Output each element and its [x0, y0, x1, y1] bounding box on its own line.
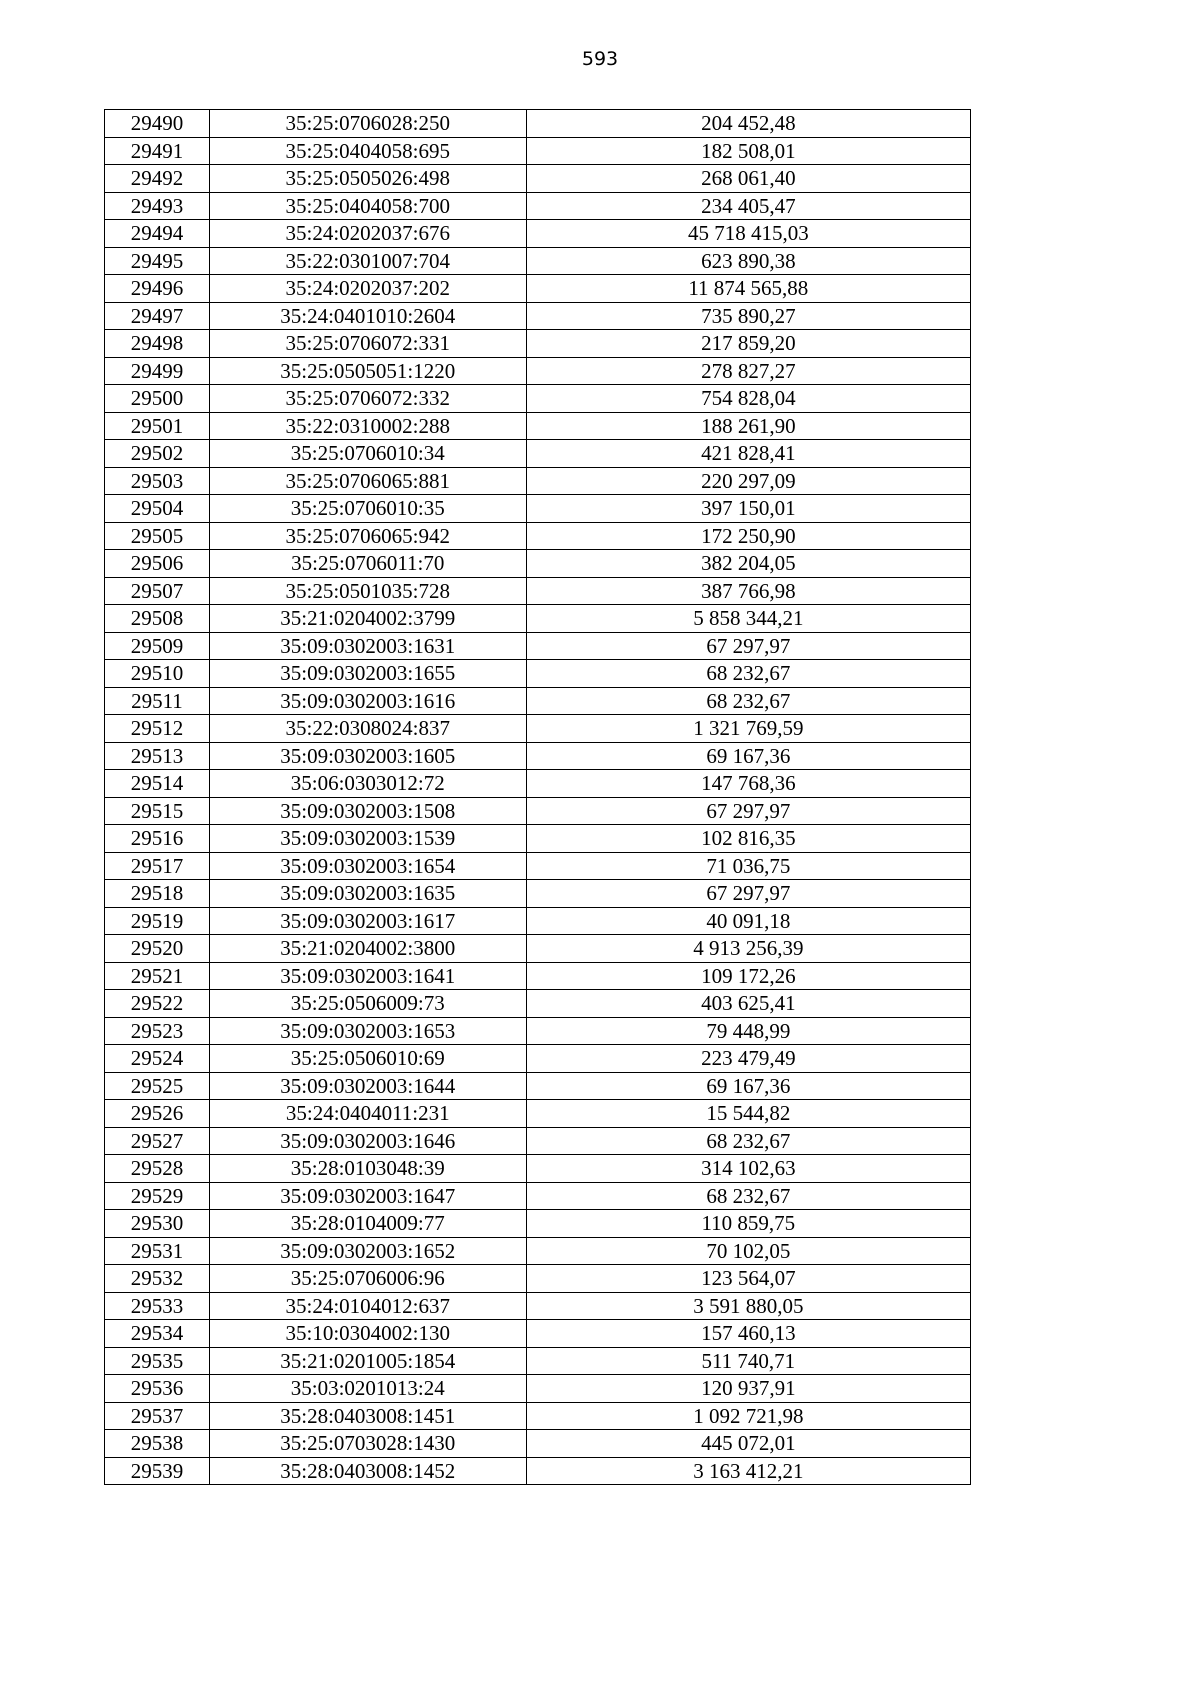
- table-row: [105, 1292, 971, 1320]
- table-row: [105, 302, 971, 330]
- row-number-cell: 29510: [105, 660, 210, 688]
- cadastral-number-cell: 35:09:0302003:1641: [209, 962, 526, 990]
- table-row: [105, 1017, 971, 1045]
- row-number-cell: 29497: [105, 302, 210, 330]
- table-row: [105, 192, 971, 220]
- row-number-cell: 29520: [105, 935, 210, 963]
- cadastral-number-cell: 35:25:0706010:34: [209, 440, 526, 468]
- row-number-cell: 29504: [105, 495, 210, 523]
- cadastral-number-cell: 35:25:0505051:1220: [209, 357, 526, 385]
- table-row: [105, 550, 971, 578]
- cadastral-number-cell: 35:09:0302003:1631: [209, 632, 526, 660]
- cadastral-number-cell: 35:09:0302003:1539: [209, 825, 526, 853]
- cadastral-value-cell: 403 625,41: [526, 990, 970, 1018]
- row-number-cell: 29518: [105, 880, 210, 908]
- cadastral-number-cell: 35:09:0302003:1652: [209, 1237, 526, 1265]
- cadastral-value-cell: 1 092 721,98: [526, 1402, 970, 1430]
- table-row: [105, 715, 971, 743]
- row-number-cell: 29532: [105, 1265, 210, 1293]
- cadastral-number-cell: 35:25:0706072:332: [209, 385, 526, 413]
- row-number-cell: 29534: [105, 1320, 210, 1348]
- row-number-cell: 29515: [105, 797, 210, 825]
- cadastral-value-cell: 120 937,91: [526, 1375, 970, 1403]
- cadastral-value-cell: 3 163 412,21: [526, 1457, 970, 1485]
- cadastral-number-cell: 35:09:0302003:1654: [209, 852, 526, 880]
- row-number-cell: 29511: [105, 687, 210, 715]
- row-number-cell: 29508: [105, 605, 210, 633]
- row-number-cell: 29493: [105, 192, 210, 220]
- row-number-cell: 29522: [105, 990, 210, 1018]
- cadastral-value-cell: 67 297,97: [526, 632, 970, 660]
- cadastral-value-cell: 382 204,05: [526, 550, 970, 578]
- row-number-cell: 29498: [105, 330, 210, 358]
- table-row: [105, 467, 971, 495]
- table-row: [105, 1320, 971, 1348]
- row-number-cell: 29507: [105, 577, 210, 605]
- row-number-cell: 29536: [105, 1375, 210, 1403]
- table-row: [105, 357, 971, 385]
- cadastral-number-cell: 35:25:0506009:73: [209, 990, 526, 1018]
- table-row: [105, 1072, 971, 1100]
- table-row: [105, 330, 971, 358]
- cadastral-number-cell: 35:25:0706065:881: [209, 467, 526, 495]
- cadastral-number-cell: 35:25:0706011:70: [209, 550, 526, 578]
- cadastral-number-cell: 35:25:0706072:331: [209, 330, 526, 358]
- cadastral-value-cell: 68 232,67: [526, 1127, 970, 1155]
- row-number-cell: 29494: [105, 220, 210, 248]
- table-row: [105, 522, 971, 550]
- cadastral-value-cell: 4 913 256,39: [526, 935, 970, 963]
- row-number-cell: 29492: [105, 165, 210, 193]
- row-number-cell: 29517: [105, 852, 210, 880]
- cadastral-value-cell: 67 297,97: [526, 797, 970, 825]
- row-number-cell: 29527: [105, 1127, 210, 1155]
- table-row: [105, 632, 971, 660]
- row-number-cell: 29525: [105, 1072, 210, 1100]
- table-row: [105, 1265, 971, 1293]
- cadastral-number-cell: 35:25:0404058:700: [209, 192, 526, 220]
- cadastral-number-cell: 35:09:0302003:1508: [209, 797, 526, 825]
- table-row: [105, 797, 971, 825]
- table-row: [105, 1457, 971, 1485]
- cadastral-value-cell: 5 858 344,21: [526, 605, 970, 633]
- table-row: [105, 1375, 971, 1403]
- cadastral-value-cell: 421 828,41: [526, 440, 970, 468]
- row-number-cell: 29513: [105, 742, 210, 770]
- table-row: [105, 1155, 971, 1183]
- cadastral-value-cell: 220 297,09: [526, 467, 970, 495]
- cadastral-number-cell: 35:21:0201005:1854: [209, 1347, 526, 1375]
- cadastral-value-cell: 278 827,27: [526, 357, 970, 385]
- cadastral-number-cell: 35:09:0302003:1655: [209, 660, 526, 688]
- row-number-cell: 29505: [105, 522, 210, 550]
- cadastral-number-cell: 35:28:0103048:39: [209, 1155, 526, 1183]
- table-row: [105, 660, 971, 688]
- row-number-cell: 29530: [105, 1210, 210, 1238]
- cadastral-number-cell: 35:21:0204002:3799: [209, 605, 526, 633]
- cadastral-value-cell: 157 460,13: [526, 1320, 970, 1348]
- cadastral-number-cell: 35:22:0308024:837: [209, 715, 526, 743]
- row-number-cell: 29528: [105, 1155, 210, 1183]
- cadastral-value-cell: 397 150,01: [526, 495, 970, 523]
- cadastral-number-cell: 35:06:0303012:72: [209, 770, 526, 798]
- cadastral-value-cell: 3 591 880,05: [526, 1292, 970, 1320]
- row-number-cell: 29500: [105, 385, 210, 413]
- cadastral-number-cell: 35:25:0506010:69: [209, 1045, 526, 1073]
- row-number-cell: 29539: [105, 1457, 210, 1485]
- cadastral-value-cell: 182 508,01: [526, 137, 970, 165]
- row-number-cell: 29495: [105, 247, 210, 275]
- row-number-cell: 29490: [105, 110, 210, 138]
- row-number-cell: 29533: [105, 1292, 210, 1320]
- row-number-cell: 29509: [105, 632, 210, 660]
- table-row: [105, 412, 971, 440]
- cadastral-value-cell: 79 448,99: [526, 1017, 970, 1045]
- row-number-cell: 29524: [105, 1045, 210, 1073]
- table-row: [105, 385, 971, 413]
- table-row: [105, 935, 971, 963]
- row-number-cell: 29501: [105, 412, 210, 440]
- cadastral-value-cell: 387 766,98: [526, 577, 970, 605]
- row-number-cell: 29499: [105, 357, 210, 385]
- table-row: [105, 1430, 971, 1458]
- table-row: [105, 577, 971, 605]
- table-row: [105, 137, 971, 165]
- table-row: [105, 962, 971, 990]
- cadastral-value-cell: 1 321 769,59: [526, 715, 970, 743]
- cadastral-value-cell: 110 859,75: [526, 1210, 970, 1238]
- row-number-cell: 29496: [105, 275, 210, 303]
- cadastral-value-cell: 40 091,18: [526, 907, 970, 935]
- cadastral-number-cell: 35:25:0706065:942: [209, 522, 526, 550]
- row-number-cell: 29521: [105, 962, 210, 990]
- cadastral-number-cell: 35:09:0302003:1647: [209, 1182, 526, 1210]
- cadastral-value-cell: 445 072,01: [526, 1430, 970, 1458]
- cadastral-value-cell: 102 816,35: [526, 825, 970, 853]
- cadastral-number-cell: 35:28:0403008:1452: [209, 1457, 526, 1485]
- row-number-cell: 29537: [105, 1402, 210, 1430]
- cadastral-value-cell: 67 297,97: [526, 880, 970, 908]
- cadastral-value-cell: 754 828,04: [526, 385, 970, 413]
- row-number-cell: 29491: [105, 137, 210, 165]
- table-body: [105, 110, 971, 1485]
- cadastral-value-cell: 123 564,07: [526, 1265, 970, 1293]
- cadastral-value-cell: 68 232,67: [526, 1182, 970, 1210]
- cadastral-value-cell: 15 544,82: [526, 1100, 970, 1128]
- cadastral-value-cell: 314 102,63: [526, 1155, 970, 1183]
- cadastral-value-cell: 188 261,90: [526, 412, 970, 440]
- table-row: [105, 990, 971, 1018]
- row-number-cell: 29523: [105, 1017, 210, 1045]
- table-row: [105, 1182, 971, 1210]
- cadastral-number-cell: 35:09:0302003:1616: [209, 687, 526, 715]
- cadastral-value-cell: 623 890,38: [526, 247, 970, 275]
- cadastral-value-cell: 71 036,75: [526, 852, 970, 880]
- table-row: [105, 165, 971, 193]
- cadastral-value-cell: 735 890,27: [526, 302, 970, 330]
- cadastral-value-cell: 109 172,26: [526, 962, 970, 990]
- row-number-cell: 29514: [105, 770, 210, 798]
- cadastral-number-cell: 35:24:0202037:676: [209, 220, 526, 248]
- table-row: [105, 1127, 971, 1155]
- row-number-cell: 29526: [105, 1100, 210, 1128]
- cadastral-number-cell: 35:10:0304002:130: [209, 1320, 526, 1348]
- cadastral-number-cell: 35:09:0302003:1635: [209, 880, 526, 908]
- cadastral-number-cell: 35:21:0204002:3800: [209, 935, 526, 963]
- cadastral-value-cell: 69 167,36: [526, 1072, 970, 1100]
- cadastral-value-cell: 204 452,48: [526, 110, 970, 138]
- cadastral-number-cell: 35:22:0301007:704: [209, 247, 526, 275]
- table-row: [105, 687, 971, 715]
- cadastral-value-cell: 234 405,47: [526, 192, 970, 220]
- cadastral-number-cell: 35:28:0104009:77: [209, 1210, 526, 1238]
- cadastral-number-cell: 35:24:0202037:202: [209, 275, 526, 303]
- cadastral-number-cell: 35:25:0501035:728: [209, 577, 526, 605]
- row-number-cell: 29531: [105, 1237, 210, 1265]
- cadastral-value-cell: 69 167,36: [526, 742, 970, 770]
- table-row: [105, 1045, 971, 1073]
- cadastral-number-cell: 35:09:0302003:1646: [209, 1127, 526, 1155]
- cadastral-value-cell: 68 232,67: [526, 660, 970, 688]
- cadastral-value-cell: 268 061,40: [526, 165, 970, 193]
- cadastral-value-cell: 217 859,20: [526, 330, 970, 358]
- cadastral-value-cell: 172 250,90: [526, 522, 970, 550]
- cadastral-number-cell: 35:09:0302003:1653: [209, 1017, 526, 1045]
- cadastral-value-cell: 68 232,67: [526, 687, 970, 715]
- cadastral-number-cell: 35:09:0302003:1605: [209, 742, 526, 770]
- row-number-cell: 29502: [105, 440, 210, 468]
- table-row: [105, 605, 971, 633]
- cadastral-number-cell: 35:09:0302003:1644: [209, 1072, 526, 1100]
- cadastral-value-cell: 11 874 565,88: [526, 275, 970, 303]
- table-row: [105, 220, 971, 248]
- cadastral-number-cell: 35:25:0703028:1430: [209, 1430, 526, 1458]
- row-number-cell: 29535: [105, 1347, 210, 1375]
- row-number-cell: 29512: [105, 715, 210, 743]
- table-row: [105, 852, 971, 880]
- table-row: [105, 880, 971, 908]
- cadastral-number-cell: 35:25:0706010:35: [209, 495, 526, 523]
- row-number-cell: 29503: [105, 467, 210, 495]
- row-number-cell: 29506: [105, 550, 210, 578]
- table-row: [105, 1237, 971, 1265]
- row-number-cell: 29516: [105, 825, 210, 853]
- cadastral-value-table: [104, 109, 971, 1485]
- cadastral-value-cell: 511 740,71: [526, 1347, 970, 1375]
- table-row: [105, 1210, 971, 1238]
- table-row: [105, 247, 971, 275]
- table-row: [105, 770, 971, 798]
- cadastral-value-cell: 70 102,05: [526, 1237, 970, 1265]
- row-number-cell: 29538: [105, 1430, 210, 1458]
- cadastral-value-cell: 147 768,36: [526, 770, 970, 798]
- page-number: 593: [581, 48, 619, 70]
- cadastral-number-cell: 35:03:0201013:24: [209, 1375, 526, 1403]
- cadastral-number-cell: 35:25:0706006:96: [209, 1265, 526, 1293]
- table-row: [105, 907, 971, 935]
- table-row: [105, 1402, 971, 1430]
- cadastral-number-cell: 35:09:0302003:1617: [209, 907, 526, 935]
- cadastral-number-cell: 35:22:0310002:288: [209, 412, 526, 440]
- cadastral-value-cell: 223 479,49: [526, 1045, 970, 1073]
- row-number-cell: 29529: [105, 1182, 210, 1210]
- cadastral-number-cell: 35:24:0404011:231: [209, 1100, 526, 1128]
- table-row: [105, 1100, 971, 1128]
- table-row: [105, 1347, 971, 1375]
- row-number-cell: 29519: [105, 907, 210, 935]
- table-row: [105, 440, 971, 468]
- table-row: [105, 742, 971, 770]
- table-row: [105, 495, 971, 523]
- cadastral-number-cell: 35:25:0404058:695: [209, 137, 526, 165]
- cadastral-number-cell: 35:25:0706028:250: [209, 110, 526, 138]
- cadastral-number-cell: 35:25:0505026:498: [209, 165, 526, 193]
- cadastral-number-cell: 35:24:0104012:637: [209, 1292, 526, 1320]
- cadastral-number-cell: 35:28:0403008:1451: [209, 1402, 526, 1430]
- table-row: [105, 825, 971, 853]
- cadastral-value-cell: 45 718 415,03: [526, 220, 970, 248]
- cadastral-number-cell: 35:24:0401010:2604: [209, 302, 526, 330]
- table-row: [105, 110, 971, 138]
- table-row: [105, 275, 971, 303]
